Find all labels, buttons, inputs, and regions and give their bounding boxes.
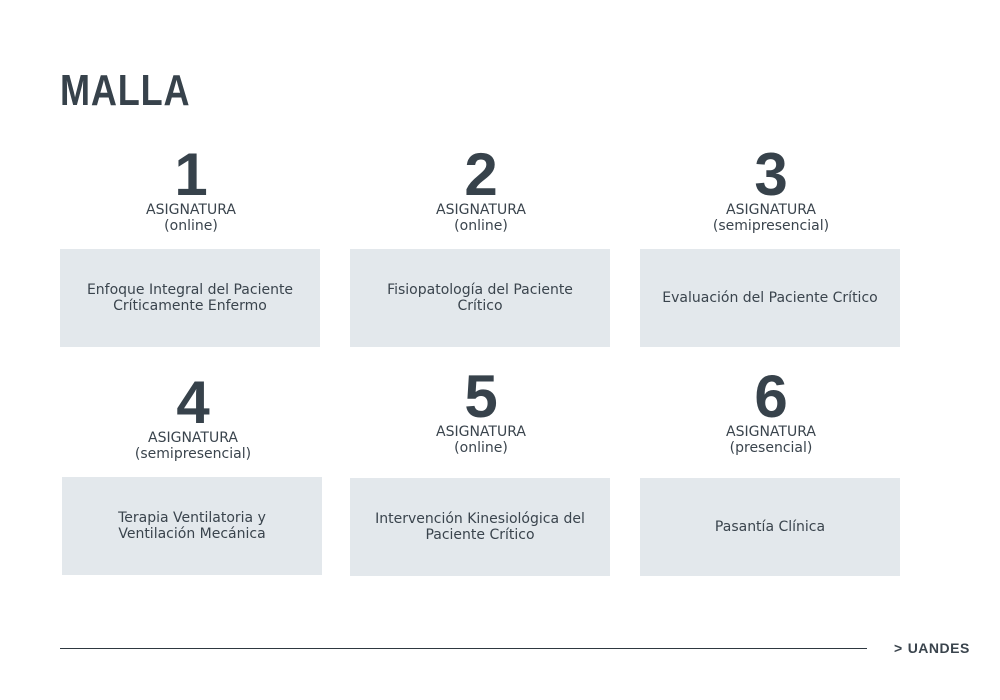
- course-card-5: [350, 363, 612, 543]
- course-number: 6: [754, 363, 788, 430]
- course-modality: (online): [164, 218, 218, 234]
- course-card-3: [640, 141, 902, 306]
- course-header: [350, 141, 612, 234]
- course-name-box: Pasantía Clínica: [640, 478, 900, 576]
- course-modality: (presencial): [729, 440, 813, 456]
- course-label: ASIGNATURA: [436, 424, 526, 440]
- course-label: ASIGNATURA: [148, 430, 238, 446]
- course-number: 4: [176, 369, 210, 436]
- logo-text: UANDES: [907, 640, 970, 656]
- course-name-box: Evaluación del Paciente Crítico: [640, 249, 900, 347]
- course-modality: (online): [454, 440, 508, 456]
- footer-divider: [60, 648, 867, 649]
- course-card-1: [60, 141, 322, 314]
- course-name-box: Fisiopatología del Paciente Crítico: [350, 249, 610, 347]
- course-label: ASIGNATURA: [146, 202, 236, 218]
- course-header: [640, 363, 902, 456]
- course-number: 5: [464, 363, 498, 430]
- course-header: [60, 141, 322, 234]
- course-name-box: Intervención Kinesiológica del Paciente Crítico: [350, 478, 610, 576]
- course-number: 3: [754, 141, 788, 208]
- course-header: [350, 363, 612, 456]
- course-modality: (semipresencial): [712, 218, 830, 234]
- course-name-box: Terapia Ventilatoria y Ventilación Mecánica: [62, 477, 322, 575]
- course-header: [640, 141, 902, 234]
- page-title: MALLA: [60, 66, 191, 115]
- course-number: 2: [464, 141, 498, 208]
- uandes-logo: [894, 640, 970, 656]
- chevron-right-icon: >: [894, 640, 903, 656]
- course-modality: (semipresencial): [134, 446, 252, 462]
- course-card-4: [62, 369, 324, 542]
- course-card-2: [350, 141, 612, 314]
- course-number: 1: [174, 141, 208, 208]
- course-name-box: Enfoque Integral del Paciente Críticamente Enfermo: [60, 249, 320, 347]
- course-label: ASIGNATURA: [726, 424, 816, 440]
- course-modality: (online): [454, 218, 508, 234]
- course-card-6: [640, 363, 902, 535]
- course-header: [62, 369, 324, 462]
- course-label: ASIGNATURA: [436, 202, 526, 218]
- course-label: ASIGNATURA: [726, 202, 816, 218]
